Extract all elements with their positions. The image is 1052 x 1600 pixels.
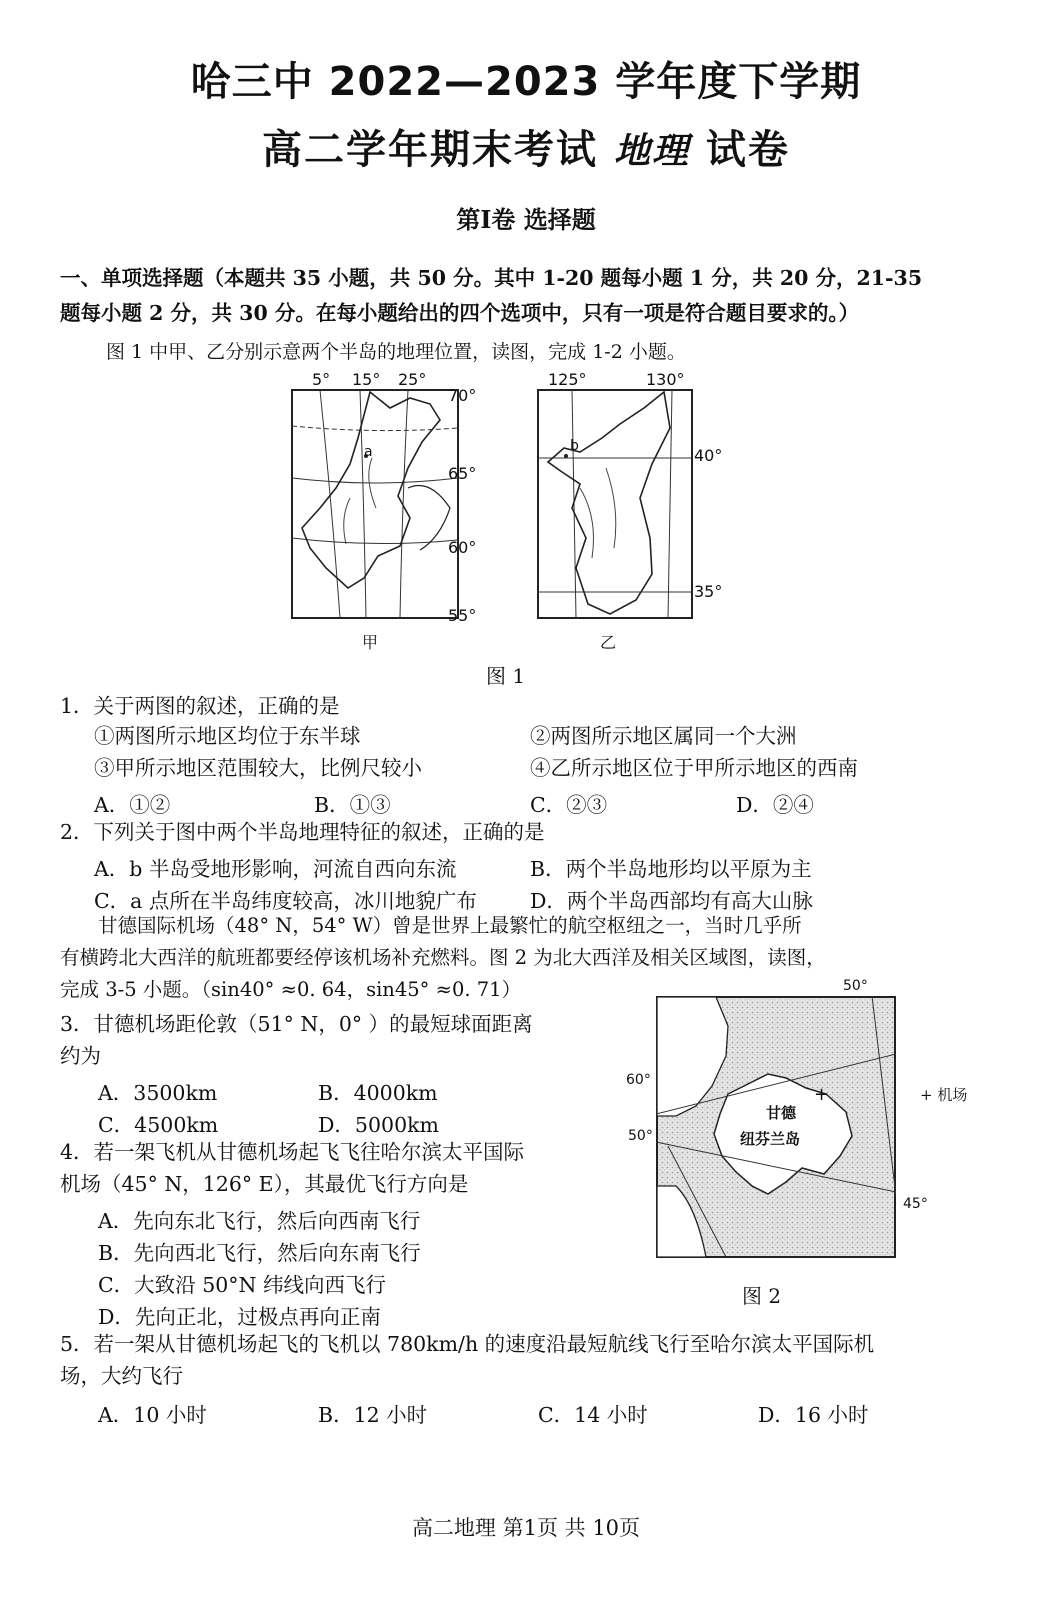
map-a-name: 甲 — [362, 633, 379, 652]
map-a-lat-55-label: 55° — [448, 606, 477, 625]
map-b-coastline — [548, 392, 670, 614]
map-a-rivers — [344, 458, 376, 544]
map-b-point-b — [564, 454, 568, 458]
instructions-line-1: 一、单项选择题（本题共 35 小题，共 50 分。其中 1-20 题每小题 1 分，共 20 分，21-35 — [60, 266, 923, 290]
figure2-map — [656, 996, 896, 1258]
q5-stem-1: 5．若一架从甘德机场起飞的飞机以 780km/h 的速度沿最短航线飞行至哈尔滨太平国际机 — [60, 1332, 875, 1356]
instructions-line-2: 题每小题 2 分，共 30 分。在每小题给出的四个选项中，只有一项是符合题目要求的。） — [60, 301, 860, 325]
exam-subtitle — [0, 118, 1052, 175]
q3-option-a: A．3500km — [98, 1081, 218, 1105]
newfoundland-label: 纽芬兰岛 — [740, 1130, 801, 1148]
q1-statement-4: ④乙所示地区位于甲所示地区的西南 — [530, 756, 858, 780]
q5-option-c: C．14 小时 — [538, 1403, 648, 1427]
exam-title: 哈三中 2022—2023 学年度下学期 — [190, 59, 862, 105]
gander-airport-marker: + — [814, 1084, 830, 1105]
map-a-finland-coast — [408, 486, 450, 551]
q1-statement-1: ①两图所示地区均位于东半球 — [94, 724, 361, 748]
q4-option-a: A．先向东北飞行，然后向西南飞行 — [98, 1209, 421, 1233]
q2-option-d: D．两个半岛西部均有高大山脉 — [530, 889, 813, 913]
map-a-lon-25: 25° — [398, 370, 427, 389]
q3-option-c: C．4500km — [98, 1113, 219, 1137]
map-b-name: 乙 — [600, 633, 617, 652]
q1-statement-3: ③甲所示地区范围较大，比例尺较小 — [94, 756, 422, 780]
q2-option-a: A．b 半岛受地形影响，河流自西向东流 — [94, 857, 457, 881]
map-b-lat-35-label: 35° — [694, 582, 723, 601]
q4-option-b: B．先向西北飞行，然后向东南飞行 — [98, 1241, 421, 1265]
figure2-legend-airport: + 机场 — [920, 1086, 968, 1104]
figure2-lon-50-label: 50° — [843, 978, 868, 994]
map-b-lon-130: 130° — [646, 370, 685, 389]
figure2-lat-45-label: 45° — [903, 1196, 928, 1212]
q2-option-b: B．两个半岛地形均以平原为主 — [530, 857, 812, 881]
q4-stem-1: 4．若一架飞机从甘德机场起飞飞往哈尔滨太平国际 — [60, 1140, 525, 1164]
q5-stem-2: 场，大约飞行 — [60, 1364, 183, 1388]
q1-option-d: D．②④ — [736, 793, 814, 817]
q3-stem-1: 3．甘德机场距伦敦（51° N，0° ）的最短球面距离 — [60, 1012, 533, 1036]
subtitle-part-b: 试卷 — [690, 127, 790, 173]
passage-line-2: 有横跨北大西洋的航班都要经停该机场补充燃料。图 2 为北大西洋及相关区域图，读图， — [60, 946, 826, 969]
page-footer: 高二地理 第1页 共 10页 — [411, 1516, 641, 1540]
figure1-caption: 图 1 — [486, 664, 526, 688]
map-a-lat-70-label: 70° — [448, 386, 477, 405]
figure1-intro: 图 1 中甲、乙分别示意两个半岛的地理位置，读图，完成 1-2 小题。 — [106, 341, 686, 363]
map-b-rivers — [580, 468, 616, 558]
map-a-lat-65-label: 65° — [448, 464, 477, 483]
map-a-point-label: a — [364, 444, 373, 460]
map-b-lat-40-label: 40° — [694, 446, 723, 465]
q1-statement-2: ②两图所示地区属同一个大洲 — [530, 724, 797, 748]
subtitle-part-a: 高二学年期末考试 — [262, 127, 614, 173]
figure1-maps — [280, 368, 740, 654]
figure2-lat-60-label: 60° — [626, 1072, 651, 1088]
q1-option-b: B．①③ — [314, 793, 391, 817]
map-a-lon-5: 5° — [312, 370, 331, 389]
q1-option-a: A．①② — [94, 793, 171, 817]
q1-option-c: C．②③ — [530, 793, 608, 817]
q2-option-c: C．a 点所在半岛纬度较高，冰川地貌广布 — [94, 889, 477, 913]
gander-label: 甘德 — [766, 1104, 797, 1122]
subject-name: 地理 — [613, 131, 690, 172]
map-a-lat-60-label: 60° — [448, 538, 477, 557]
q4-stem-2: 机场（45° N，126° E），其最优飞行方向是 — [60, 1172, 469, 1196]
passage-line-1: 甘德国际机场（48° N，54° W）曾是世界上最繁忙的航空枢纽之一，当时几乎所 — [98, 914, 802, 937]
q5-option-d: D．16 小时 — [758, 1403, 869, 1427]
q4-option-c: C．大致沿 50°N 纬线向西飞行 — [98, 1273, 386, 1297]
map-a-meridian-25 — [400, 390, 408, 618]
map-a-lat-65 — [292, 478, 458, 483]
map-b-point-label: b — [570, 438, 579, 454]
q3-option-b: B．4000km — [318, 1081, 438, 1105]
q3-stem-2: 约为 — [60, 1044, 101, 1068]
figure2-caption: 图 2 — [742, 1284, 782, 1308]
map-b-lon-125: 125° — [548, 370, 587, 389]
q3-option-d: D．5000km — [318, 1113, 439, 1137]
q4-option-d: D．先向正北，过极点再向正南 — [98, 1305, 381, 1329]
q5-option-b: B．12 小时 — [318, 1403, 428, 1427]
map-a-lon-15: 15° — [352, 370, 381, 389]
figure2-lat-50-label: 50° — [628, 1128, 653, 1144]
passage-line-3: 完成 3-5 小题。（sin40° ≈0. 64，sin45° ≈0. 71） — [60, 978, 522, 1001]
q1-stem: 1．关于两图的叙述，正确的是 — [60, 694, 340, 718]
section-heading: 第Ⅰ卷 选择题 — [456, 205, 596, 234]
q2-stem: 2．下列关于图中两个半岛地理特征的叙述，正确的是 — [60, 820, 545, 844]
q5-option-a: A．10 小时 — [98, 1403, 207, 1427]
